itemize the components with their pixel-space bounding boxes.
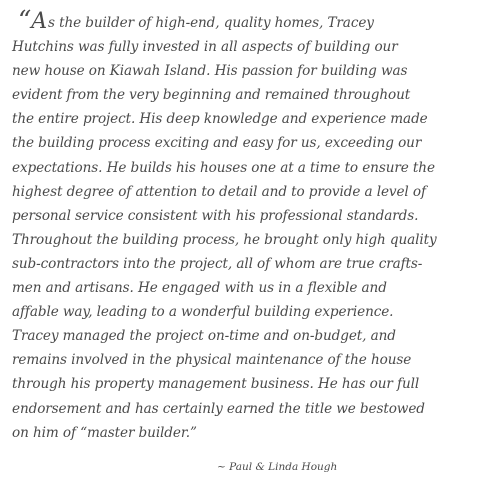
drop-cap: A	[31, 9, 47, 34]
quote-line: affable way, leading to a wonderful building experience.	[12, 304, 394, 321]
testimonial-attribution: ~ Paul & Linda Hough	[217, 461, 338, 473]
open-quote-mark: “	[18, 6, 32, 36]
quote-line: highest degree of attention to detail and to provide a level of	[12, 183, 426, 200]
quote-line-text: s the builder of high-end, quality homes, Tracey	[48, 15, 374, 31]
quote-line: remains involved in the physical maintenance of the house	[12, 352, 412, 369]
quote-line: Throughout the building process, he brought only high quality	[12, 231, 437, 248]
quote-line: the entire project. His deep knowledge and experience made	[12, 111, 428, 128]
quote-line: Tracey managed the project on-time and on-budget, and	[12, 328, 396, 345]
quote-line: men and artisans. He engaged with us in a flexible and	[12, 280, 387, 297]
quote-line: through his property management business. He has our full	[12, 376, 420, 393]
quote-line: endorsement and has certainly earned the title we bestowed	[12, 400, 425, 417]
quote-line	[12, 6, 492, 36]
quote-line: on him of “master builder.”	[12, 424, 197, 441]
quote-line: the building process exciting and easy for us, exceeding our	[12, 135, 422, 152]
quote-line: expectations. He builds his houses one at a time to ensure the	[12, 159, 435, 176]
quote-line: new house on Kiawah Island. His passion for building was	[12, 63, 408, 80]
quote-line: sub-contractors into the project, all of whom are true crafts-	[12, 255, 423, 272]
quote-line: Hutchins was fully invested in all aspects of building our	[12, 39, 398, 56]
quote-line: evident from the very beginning and remained throughout	[12, 87, 411, 104]
testimonial-quote	[12, 6, 492, 445]
quote-line: personal service consistent with his professional standards.	[12, 207, 419, 224]
